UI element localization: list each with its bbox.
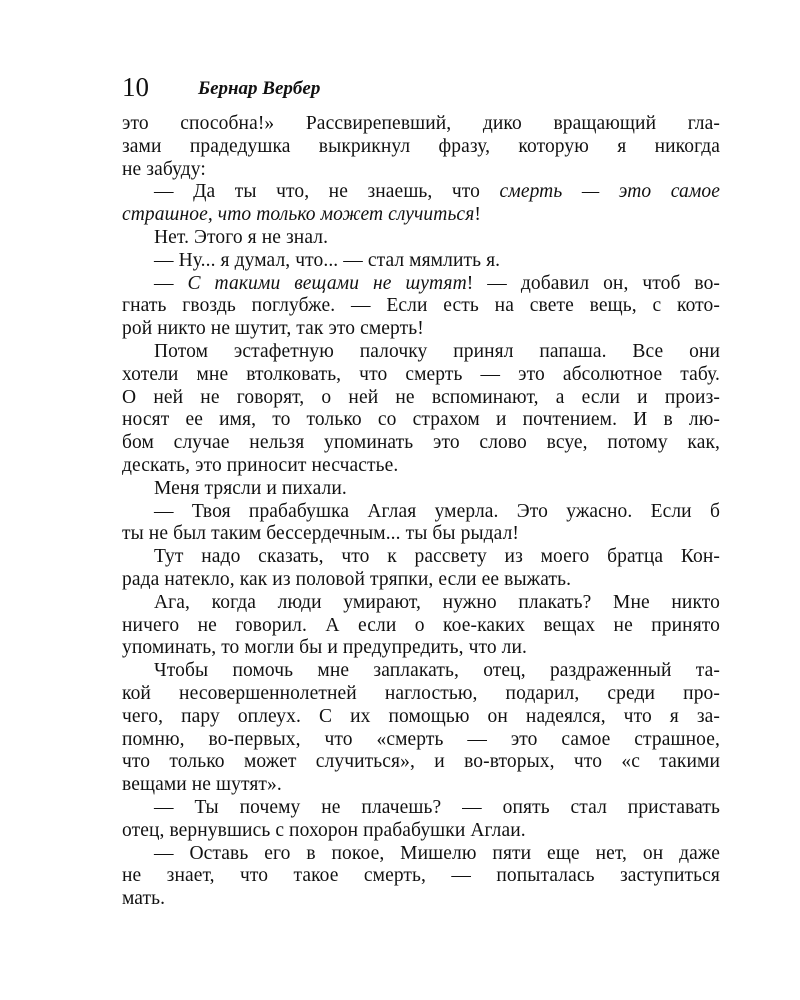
text-segment: ! — добавил он, чтоб во-: [466, 272, 721, 294]
text-segment: чего, пару оплеух. С их помощью он надеялся, что я за-: [122, 705, 720, 727]
text-segment: — Оставь его в покое, Мишелю пяти еще нет, он даже: [154, 842, 720, 864]
text-segment: — Твоя прабабушка Аглая умерла. Это ужасно. Если б: [154, 500, 720, 522]
text-line: [122, 409, 720, 432]
text-segment: — Ну... я думал, что... — стал мямлить я.: [154, 249, 501, 271]
text-line: [122, 432, 720, 455]
text-line: [122, 136, 720, 159]
text-segment: кой несовершеннолетней наглостью, подарил, среди про-: [122, 682, 720, 704]
text-line: [122, 843, 720, 866]
text-line: [122, 318, 720, 341]
text-line: [122, 295, 720, 318]
text-segment: ничего не говорил. А если о кое-каких вещах не принято: [122, 614, 720, 636]
text-segment: О ней не говорят, о ней не вспоминают, а если и произ-: [122, 386, 720, 408]
text-segment: отец, вернувшись с похорон прабабушки Аглаи.: [122, 819, 526, 841]
text-segment: не знает, что такое смерть, — попыталась заступиться: [122, 865, 720, 887]
text-line: [122, 592, 720, 615]
text-segment: это способна!» Рассвирепевший, дико вращающий гла-: [122, 113, 720, 134]
text-segment: рада натекло, как из половой тряпки, если ее выжать.: [122, 568, 572, 590]
text-segment: Чтобы помочь мне заплакать, отец, раздраженный та-: [154, 660, 720, 682]
running-title: Бернар Вербер: [198, 78, 321, 99]
text-segment: что только может случиться», и во-вторых, что «с такими: [122, 751, 720, 773]
text-segment: вещами не шутят».: [122, 774, 282, 796]
text-line: [122, 523, 720, 546]
text-segment: гнать гвоздь поглубже. — Если есть на свете вещь, с кото-: [122, 295, 720, 317]
text-line: [122, 660, 720, 683]
text-line: [122, 181, 720, 204]
text-segment: Потом эстафетную палочку принял папаша. Все они: [154, 340, 720, 362]
body-text: [122, 113, 720, 911]
text-segment: не забуду:: [122, 158, 206, 180]
text-line: [122, 478, 720, 501]
text-segment: дескать, это приносит несчастье.: [122, 454, 399, 476]
text-line: [122, 204, 720, 227]
text-line: [122, 364, 720, 387]
text-line: [122, 729, 720, 752]
text-line: [122, 341, 720, 364]
text-segment: Ага, когда люди умирают, нужно плакать? Мне никто: [154, 591, 720, 613]
text-segment: рой никто не шутит, так это смерть!: [122, 318, 424, 340]
text-line: [122, 455, 720, 478]
text-line: [122, 227, 720, 250]
text-line: [122, 751, 720, 774]
text-line: [122, 865, 720, 888]
text-line: [122, 637, 720, 660]
text-segment: мать.: [122, 888, 166, 910]
text-line: [122, 820, 720, 843]
text-segment: Меня трясли и пихали.: [154, 477, 347, 499]
text-segment: Нет. Этого я не знал.: [154, 226, 329, 248]
text-line: [122, 888, 720, 911]
text-segment: бом случае нельзя упоминать это слово всуе, потому как,: [122, 432, 720, 454]
text-segment: — Ты почему не плачешь? — опять стал приставать: [154, 796, 720, 818]
text-line: [122, 615, 720, 638]
text-line: [122, 113, 720, 136]
text-line: [122, 387, 720, 410]
text-line: [122, 501, 720, 524]
text-line: [122, 159, 720, 182]
italic-text-segment: смерть — это самое: [499, 181, 720, 203]
text-segment: —: [154, 272, 188, 294]
text-line: [122, 683, 720, 706]
text-line: [122, 569, 720, 592]
text-segment: носят ее имя, то только со страхом и почтением. И в лю-: [122, 409, 720, 431]
italic-text-segment: С такими вещами не шутят: [187, 272, 467, 294]
text-line: [122, 774, 720, 797]
text-segment: — Да ты что, не знаешь, что: [154, 181, 500, 203]
text-line: [122, 546, 720, 569]
text-segment: !: [474, 204, 481, 226]
text-segment: помню, во-первых, что «смерть — это самое страшное,: [122, 728, 720, 750]
text-line: [122, 250, 720, 273]
text-line: [122, 706, 720, 729]
text-segment: упоминать, то могли бы и предупредить, что ли.: [122, 637, 528, 659]
text-segment: зами прадедушка выкрикнул фразу, которую я никогда: [122, 135, 720, 157]
text-segment: хотели мне втолковать, что смерть — это абсолютное табу.: [122, 363, 720, 385]
italic-text-segment: страшное, что только может случиться: [122, 204, 475, 226]
page-number: 10: [122, 72, 149, 102]
text-line: [122, 797, 720, 820]
text-segment: Тут надо сказать, что к рассвету из моего братца Кон-: [154, 546, 720, 568]
text-segment: ты не был таким бессердечным... ты бы рыдал!: [122, 523, 520, 545]
page-header: [122, 70, 722, 104]
text-line: [122, 273, 720, 296]
